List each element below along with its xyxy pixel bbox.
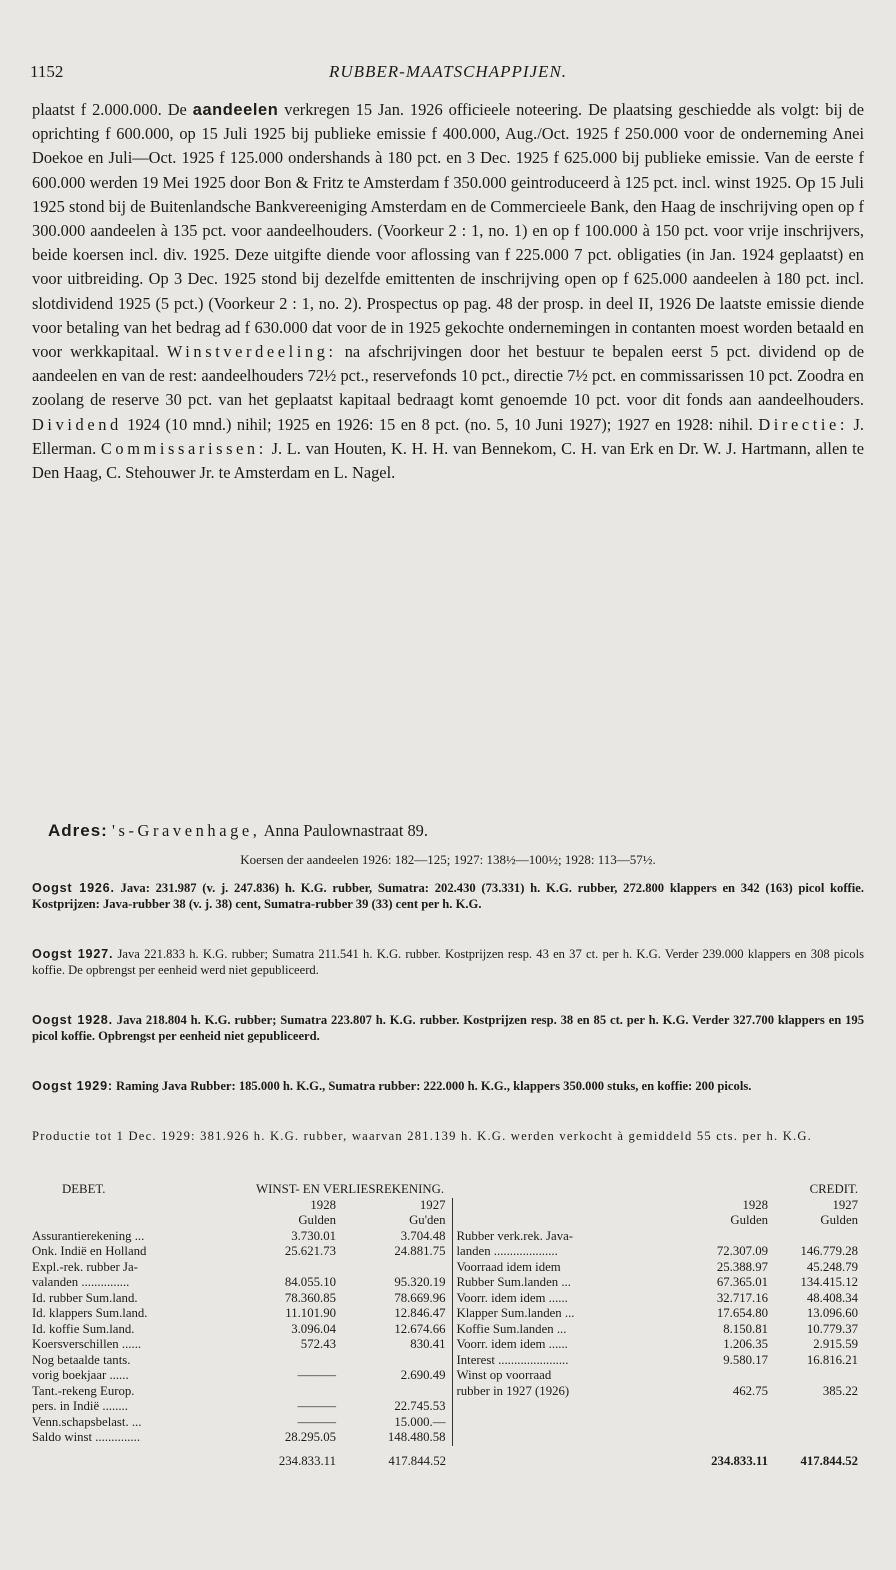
text-run: plaatst f 2.000.000. De xyxy=(32,100,193,119)
debit-item: Koersverschillen ...... xyxy=(32,1337,142,1351)
year-1928-debit: 1928 xyxy=(310,1197,336,1212)
text-run: J. L. van Houten, K. H. H. van Bennekom, C. H. van Erk en Dr. W. J. Hartmann, allen te Den Haag, C. Stehouwer Jr. te Amsterdam en L. Nagel. xyxy=(32,438,864,483)
total-credit-1927: 417.844.52 xyxy=(800,1453,859,1468)
debit-1927: 78.669.96 xyxy=(394,1290,446,1305)
total-debit-1927: 417.844.52 xyxy=(388,1453,446,1468)
credit-1927 xyxy=(774,1430,864,1446)
debit-item: Nog betaalde tants. xyxy=(32,1352,131,1367)
table-row xyxy=(32,1322,864,1338)
account-totals-row xyxy=(32,1446,864,1470)
debit-item: Id. rubber Sum.land. xyxy=(32,1290,138,1305)
harvest-1927 xyxy=(32,946,864,978)
credit-1928: 67.365.01 xyxy=(716,1275,769,1289)
production-note: Productie tot 1 Dec. 1929: 381.926 h. K.G. rubber, waarvan 281.139 h. K.G. werden verkocht à gemiddeld 55 cts. per h. K.G. xyxy=(32,1129,812,1143)
table-row xyxy=(32,1275,864,1291)
credit-item: rubber in 1927 (1926) xyxy=(452,1384,684,1400)
main-paragraph xyxy=(32,98,864,485)
debit-1927: 2.690.49 xyxy=(400,1368,446,1382)
credit-1927 xyxy=(774,1229,864,1245)
credit-1927: 146.779.28 xyxy=(800,1244,859,1258)
share-prices: Koersen der aandeelen 1926: 182—125; 1927: 138½—100½; 1928: 113—57½. xyxy=(240,852,656,867)
account-unit-row xyxy=(32,1213,864,1229)
spaced-label: Directie: xyxy=(758,414,849,434)
text-run: verkregen 15 Jan. 1926 officieele noteering. De plaatsing geschiedde als volgt: bij de oprichting f 600.000, op 15 Juli 1925 bij publieke emissie f 400.000, Aug./Oct. 1925 f 250.000 voor de onderneming Anei Doekoe en Juli—Oct. 1925 f 125.000 ondershands à 180 pct. en 3 Dec. 1925 f 625.000 bij publieke emissie. Van de eerste f 600.000 werden 19 Mei 1925 door Bon & Fritz te Amsterdam f 350.000 geintroduceerd à 125 pct. incl. winst 1925. Op 15 Juli 1925 stond bij de Buitenlandsche Bankvereeniging Amsterdam en de Commercieele Bank, den Haag de inschrijving open op f 300.000 aandeelen à 135 pct. voor aandeelhouders. (Voorkeur 2 : 1, no. 1) en op f 100.000 à 150 pct. voor vrije inschrijvers, beide koersen incl. div. 1925. Deze uitgifte diende voor aflossing van f 225.000 7 pct. obligaties (in Jan. 1924 geplaatst) en voor uitbreiding. Op 3 Dec. 1925 stond bij dezelfde emittenten de inschrijving open op f 625.000 aandeelen à 180 pct. incl. slotdividend 1925 (5 pct.) (Voorkeur 2 : 1, no. 2). Prospectus op pag. 48 der prosp. in deel II, 1926 De laatste emissie diende voor betaling van het bedrag ad f 630.000 dat voor de in 1925 gekochte ondernemingen in contanten moest worden betaald en voor werkkapitaal. xyxy=(32,100,865,362)
debit-1928: 572.43 xyxy=(300,1337,336,1351)
harvest-label: Oogst 1929: xyxy=(32,1079,113,1093)
credit-1927 xyxy=(774,1415,864,1431)
debit-1928 xyxy=(252,1353,342,1369)
debit-1927: 15.000.— xyxy=(394,1414,446,1429)
credit-item: Koffie Sum.landen ... xyxy=(452,1322,684,1338)
text-run: J. Ellerman. xyxy=(32,414,864,458)
total-credit-1928: 234.833.11 xyxy=(711,1453,769,1468)
debit-1928: 25.621.73 xyxy=(284,1244,336,1258)
debit-1928 xyxy=(252,1384,342,1400)
account-heading-row xyxy=(32,1182,864,1198)
credit-1928: 32.717.16 xyxy=(716,1290,769,1305)
credit-item: landen .................... xyxy=(452,1244,684,1260)
credit-1927: 16.816.21 xyxy=(806,1352,859,1367)
table-row xyxy=(32,1430,864,1446)
debit-1927 xyxy=(342,1260,452,1276)
harvest-1928 xyxy=(32,1012,864,1044)
debit-1928: 78.360.85 xyxy=(284,1290,336,1305)
harvest-label: Oogst 1928. xyxy=(32,1013,113,1027)
credit-1927: 385.22 xyxy=(822,1383,859,1398)
debit-item: Id. klappers Sum.land. xyxy=(32,1306,148,1320)
debet-heading: DEBET. xyxy=(62,1182,106,1196)
debit-item: Onk. Indië en Holland xyxy=(32,1244,147,1258)
table-row xyxy=(32,1353,864,1369)
credit-item xyxy=(452,1399,684,1415)
debit-1927: 12.674.66 xyxy=(394,1321,446,1336)
credit-heading: CREDIT. xyxy=(809,1182,859,1196)
address-line xyxy=(48,821,428,841)
debit-1927: 830.41 xyxy=(410,1337,446,1351)
bold-term: aandeelen xyxy=(192,101,279,119)
debit-1928: ——— xyxy=(297,1368,336,1382)
debit-1928: ——— xyxy=(297,1399,336,1413)
table-row xyxy=(32,1368,864,1384)
debit-item: Expl.-rek. rubber Ja- xyxy=(32,1259,138,1274)
spaced-label: Winstverdeeling: xyxy=(166,342,337,362)
credit-1927: 13.096.60 xyxy=(806,1306,859,1320)
profit-loss-account xyxy=(32,1182,864,1469)
table-row xyxy=(32,1337,864,1353)
debit-1928: 3.096.04 xyxy=(291,1321,336,1336)
table-row xyxy=(32,1415,864,1431)
harvest-1926 xyxy=(32,880,864,912)
page-header xyxy=(30,62,866,86)
credit-item: Rubber Sum.landen ... xyxy=(452,1275,684,1291)
text-run: na afschrijvingen door het bestuur te bepalen eerst 5 pct. dividend op de aandeelen en van de rest: aandeelhouders 72½ pct., reservefonds 10 pct., directie 7½ pct. en commissarissen 10 pct. Zoodra en zoolang de reserve 30 pct. van het geplaatst kapitaal bedraagt komt genoemde 10 pct. voor dit fonds aan aandeelhouders. xyxy=(32,342,864,410)
credit-1928: 72.307.09 xyxy=(716,1244,769,1258)
account-title: WINST- EN VERLIESREKENING. xyxy=(256,1182,445,1196)
harvest-1929 xyxy=(32,1078,864,1094)
account-year-row xyxy=(32,1198,864,1214)
total-debit-1928: 234.833.11 xyxy=(278,1453,336,1468)
credit-item: Klapper Sum.landen ... xyxy=(452,1306,684,1322)
harvest-label: Oogst 1927. xyxy=(32,947,114,961)
credit-1928: 25.388.97 xyxy=(716,1259,769,1274)
debit-item: pers. in Indië ........ xyxy=(32,1399,128,1413)
credit-item: Voorr. idem idem ...... xyxy=(452,1337,684,1353)
debit-item: Venn.schapsbelast. ... xyxy=(32,1414,142,1429)
table-row xyxy=(32,1291,864,1307)
debit-item: Tant.-rekeng Europ. xyxy=(32,1383,135,1398)
credit-1927 xyxy=(774,1399,864,1415)
page-number: 1152 xyxy=(30,62,64,81)
debit-1927 xyxy=(342,1353,452,1369)
credit-item: Voorraad idem idem xyxy=(452,1260,684,1276)
unit-debit-1927: Gu'den xyxy=(409,1213,446,1227)
address-label: Adres: xyxy=(48,821,108,840)
year-1927-credit: 1927 xyxy=(832,1197,859,1212)
credit-1927: 48.408.34 xyxy=(806,1290,859,1305)
credit-1928 xyxy=(684,1399,774,1415)
debit-1927: 148.480.58 xyxy=(387,1430,446,1444)
year-1928-credit: 1928 xyxy=(742,1197,769,1212)
credit-1928 xyxy=(684,1368,774,1384)
credit-item: Rubber verk.rek. Java- xyxy=(452,1229,684,1245)
credit-item xyxy=(452,1430,684,1446)
debit-1927: 3.704.48 xyxy=(400,1228,446,1243)
debit-1928: 28.295.05 xyxy=(284,1430,336,1444)
address-street: Anna Paulownastraat 89. xyxy=(263,821,428,840)
debit-item: valanden ............... xyxy=(32,1275,130,1289)
debit-1928: ——— xyxy=(297,1414,336,1429)
table-row xyxy=(32,1260,864,1276)
unit-credit-1928: Gulden xyxy=(730,1213,769,1227)
credit-1927: 2.915.59 xyxy=(813,1337,859,1351)
debit-1928: 11.101.90 xyxy=(285,1306,336,1320)
spaced-label: Dividend xyxy=(32,414,122,434)
debit-1928: 3.730.01 xyxy=(291,1228,336,1243)
table-row xyxy=(32,1229,864,1245)
debit-1927: 24.881.75 xyxy=(394,1244,446,1258)
debit-item: Saldo winst .............. xyxy=(32,1430,141,1444)
harvest-text: Java: 231.987 (v. j. 247.836) h. K.G. rubber, Sumatra: 202.430 (73.331) h. K.G. rubber, 272.800 klappers en 342 (163) picol koffie. Kostprijzen: Java-rubber 38 (v. j. 38) cent, Sumatra-rubber 39 (33) cent per h. K.G. xyxy=(32,881,864,911)
credit-1927 xyxy=(774,1368,864,1384)
credit-1928: 462.75 xyxy=(732,1383,769,1398)
credit-1927: 45.248.79 xyxy=(806,1259,859,1274)
credit-1928: 9.580.17 xyxy=(723,1352,769,1367)
debit-1927: 12.846.47 xyxy=(394,1306,446,1320)
debit-item: Assurantierekening ... xyxy=(32,1228,145,1243)
credit-1927: 10.779.37 xyxy=(806,1321,859,1336)
credit-item xyxy=(452,1415,684,1431)
table-row xyxy=(32,1399,864,1415)
table-row xyxy=(32,1306,864,1322)
credit-1928: 8.150.81 xyxy=(723,1321,769,1336)
credit-item: Winst op voorraad xyxy=(452,1368,684,1384)
credit-1928 xyxy=(684,1430,774,1446)
table-row xyxy=(32,1384,864,1400)
credit-item: Voorr. idem idem ...... xyxy=(452,1291,684,1307)
text-run: 1924 (10 mnd.) nihil; 1925 en 1926: 15 en 8 pct. (no. 5, 10 Juni 1927); 1927 en 1928: nihil. xyxy=(121,414,759,434)
unit-debit-1928: Gulden xyxy=(298,1213,336,1227)
debit-1928 xyxy=(252,1260,342,1276)
debit-1927: 95.320.19 xyxy=(394,1275,446,1289)
table-row xyxy=(32,1244,864,1260)
harvest-text: Java 221.833 h. K.G. rubber; Sumatra 211.541 h. K.G. rubber. Kostprijzen resp. 43 en 37 ct. per h. K.G. Verder 239.000 klappers en 308 picols koffie. De opbrengst per eenheid werd niet gepubliceerd. xyxy=(32,947,864,977)
spaced-label: Commissarissen: xyxy=(100,438,267,458)
debit-item: Id. koffie Sum.land. xyxy=(32,1321,135,1336)
harvest-text: Raming Java Rubber: 185.000 h. K.G., Sumatra rubber: 222.000 h. K.G., klappers 350.000 stuks, en koffie: 200 picols. xyxy=(112,1079,752,1093)
credit-item: Interest ...................... xyxy=(452,1353,684,1369)
account-table xyxy=(32,1182,864,1469)
credit-1928 xyxy=(684,1229,774,1245)
debit-1927: 22.745.53 xyxy=(394,1399,446,1413)
unit-credit-1927: Gulden xyxy=(820,1213,859,1227)
debit-item: vorig boekjaar ...... xyxy=(32,1368,129,1382)
year-1927-debit: 1927 xyxy=(419,1197,446,1212)
running-title: RUBBER-MAATSCHAPPIJEN. xyxy=(328,62,568,81)
credit-1928: 17.654.80 xyxy=(716,1306,769,1320)
credit-1927: 134.415.12 xyxy=(800,1275,859,1289)
address-city: 's-Gravenhage, xyxy=(111,821,261,840)
account-rows xyxy=(32,1229,864,1446)
debit-1927 xyxy=(342,1384,452,1400)
harvest-text: Java 218.804 h. K.G. rubber; Sumatra 223.807 h. K.G. rubber. Kostprijzen resp. 38 en 85 ct. per h. K.G. Verder 327.700 klappers en 195 picol koffie. Opbrengst per eenheid niet gepubliceerd. xyxy=(32,1013,864,1043)
harvest-label: Oogst 1926. xyxy=(32,881,115,895)
credit-1928 xyxy=(684,1415,774,1431)
debit-1928: 84.055.10 xyxy=(284,1275,336,1289)
credit-1928: 1.206.35 xyxy=(723,1337,769,1351)
